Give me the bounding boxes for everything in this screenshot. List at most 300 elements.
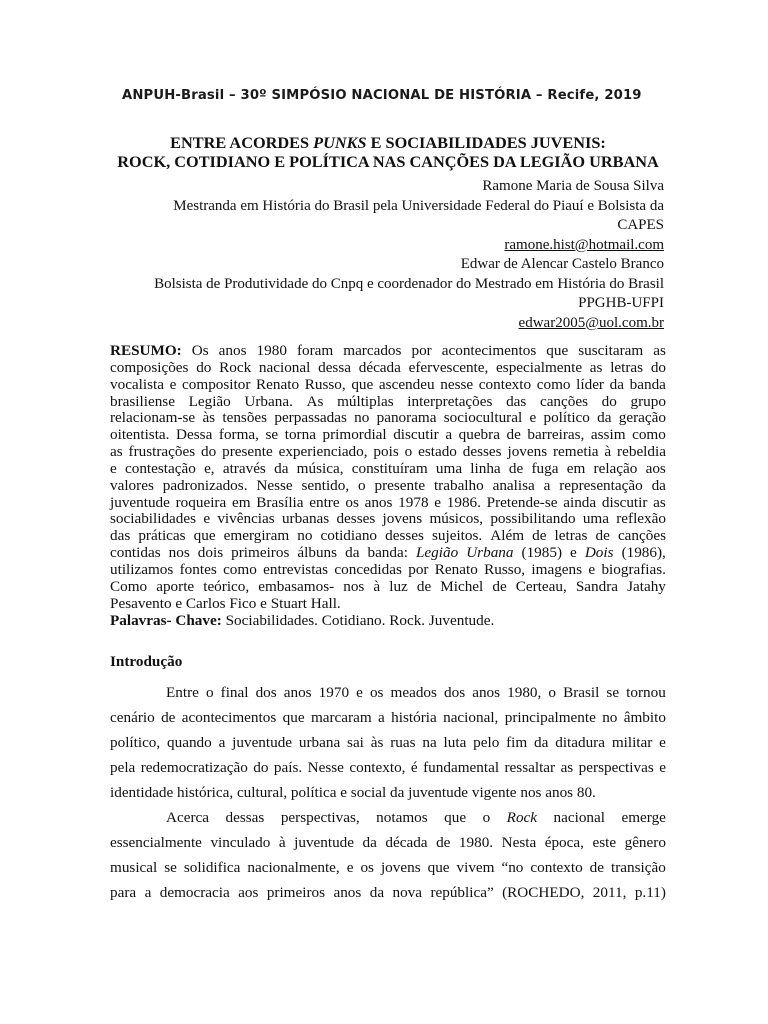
word — [459, 427, 500, 444]
author-line: Mestranda em História do Brasil pela Universidade Federal do Piauí e Bolsista da — [173, 197, 664, 214]
word — [570, 545, 577, 562]
word: do — [201, 443, 217, 461]
word: o — [358, 476, 366, 494]
word: uma — [435, 459, 463, 477]
word: roqueira — [175, 493, 227, 511]
word: letras — [610, 358, 644, 376]
word — [307, 394, 324, 411]
word: ascendeu — [378, 375, 435, 393]
word — [267, 880, 325, 905]
word — [659, 730, 666, 755]
word: à — [373, 577, 381, 595]
word: embasamos- — [258, 577, 335, 595]
word: nova — [392, 884, 423, 901]
text-line — [110, 495, 666, 512]
word: RESUMO: — [110, 342, 182, 359]
word: líder — [576, 375, 604, 393]
conference-header: ANPUH-Brasil – 30º SIMPÓSIO NACIONAL DE HISTÓRIA – Recife, 2019 — [122, 88, 642, 103]
word — [318, 360, 351, 377]
word — [505, 705, 596, 730]
word: contexto — [478, 375, 532, 393]
text-line — [110, 545, 666, 562]
word: vinculado — [210, 834, 271, 851]
introduction-body — [110, 680, 666, 905]
word — [203, 579, 249, 596]
word — [170, 377, 177, 394]
word: tornou — [626, 684, 666, 701]
word — [548, 680, 556, 705]
word: para — [110, 884, 137, 901]
author-line: Edwar de Alencar Castelo Branco — [460, 256, 664, 272]
word: uma — [582, 510, 609, 528]
word: se — [164, 859, 177, 876]
text-line — [110, 562, 666, 579]
word: de — [416, 577, 432, 595]
word — [166, 805, 209, 830]
word — [222, 444, 273, 461]
word — [442, 343, 536, 360]
word: de — [508, 459, 524, 477]
word — [371, 730, 384, 755]
word: que — [444, 809, 467, 826]
text-line — [110, 705, 666, 730]
word — [238, 880, 258, 905]
word — [323, 427, 387, 444]
word: jovens — [382, 510, 423, 528]
word — [110, 830, 202, 855]
word: anos — [364, 493, 393, 511]
word — [563, 495, 596, 512]
word: Legião — [415, 544, 459, 562]
word — [436, 461, 462, 478]
word: luta — [443, 734, 467, 751]
word: reflexão — [616, 510, 666, 528]
word — [359, 360, 401, 377]
word — [198, 545, 223, 562]
word — [617, 444, 666, 461]
word: Nesse — [307, 759, 344, 776]
word — [354, 410, 369, 427]
text-segment: E SOCIABILIDADES JUVENIS: — [366, 133, 606, 152]
paper-title — [100, 133, 676, 171]
word: no — [602, 709, 618, 726]
word: nos — [343, 577, 365, 595]
word — [418, 444, 457, 461]
word — [502, 880, 584, 905]
word — [110, 755, 135, 780]
word — [110, 461, 117, 478]
word: Certeau, — [515, 577, 567, 595]
word: vivem — [456, 859, 495, 876]
word — [435, 562, 478, 579]
word — [543, 410, 589, 427]
word — [367, 545, 407, 562]
word — [182, 705, 276, 730]
word — [337, 394, 394, 411]
word: de — [161, 709, 176, 726]
word — [347, 730, 364, 755]
word — [428, 855, 450, 880]
section-heading-introduction: Introdução — [110, 653, 183, 670]
word — [358, 478, 366, 495]
word — [283, 705, 305, 730]
word — [259, 360, 310, 377]
word: Urbana — [466, 544, 514, 562]
word — [583, 511, 609, 528]
word: notamos — [376, 809, 428, 826]
word — [576, 579, 618, 596]
word: Os — [191, 342, 209, 359]
word — [590, 360, 603, 377]
word — [610, 377, 624, 394]
word: e — [659, 759, 666, 776]
author-email-link[interactable]: ramone.hist@hotmail.com — [504, 236, 664, 253]
word: Sandra — [575, 577, 619, 595]
word — [226, 805, 265, 830]
text-line — [110, 579, 666, 596]
word: fundamental — [423, 759, 500, 776]
word — [516, 579, 567, 596]
word: Dessa — [176, 426, 213, 444]
word: os — [360, 859, 374, 876]
word: de — [589, 859, 605, 876]
word: como — [536, 375, 571, 393]
word — [531, 461, 558, 478]
word — [592, 830, 616, 855]
word — [602, 394, 617, 411]
word — [232, 730, 292, 755]
text-line — [110, 343, 666, 360]
word — [602, 705, 617, 730]
word — [129, 444, 196, 461]
word: da — [651, 476, 666, 494]
word — [496, 360, 582, 377]
word — [163, 478, 248, 495]
word: Jatahy — [627, 577, 666, 595]
word: sai — [347, 734, 364, 751]
word: a — [445, 426, 453, 444]
word: 2011, — [592, 884, 627, 901]
word: os — [369, 684, 384, 701]
text-line — [110, 880, 666, 905]
word: primordial — [322, 426, 387, 444]
author-line: Bolsista de Produtividade do Cnpq e coordenador do Mestrado em História do Brasil — [154, 275, 664, 292]
word — [576, 377, 604, 394]
word — [601, 562, 666, 579]
word: da — [597, 409, 612, 427]
word: nesse — [440, 375, 474, 393]
word: Brasil — [563, 684, 600, 701]
word: que — [546, 342, 569, 359]
word: perpassadas — [274, 409, 347, 427]
word: experienciado, — [278, 443, 368, 461]
word: banda — [629, 375, 666, 393]
word: final — [220, 684, 249, 701]
word: primeiros — [231, 544, 290, 562]
word — [391, 680, 437, 705]
text-line — [110, 596, 666, 613]
word — [110, 410, 195, 427]
word — [253, 755, 268, 780]
word — [507, 427, 521, 444]
word: constituíram — [351, 459, 428, 477]
word: múltiplas — [337, 392, 394, 410]
word — [392, 880, 422, 905]
word — [164, 855, 177, 880]
word — [444, 680, 465, 705]
word: o — [482, 809, 491, 826]
word: 1970 — [318, 684, 350, 701]
word: ainda — [563, 493, 597, 511]
word — [110, 855, 157, 880]
word: Entre — [166, 684, 199, 701]
word — [509, 461, 523, 478]
word — [247, 855, 339, 880]
word: desses — [336, 510, 376, 528]
word: relacionam-se — [110, 409, 196, 427]
word — [659, 755, 666, 780]
word — [274, 410, 347, 427]
word: urbana — [298, 734, 341, 751]
word: aporte — [156, 577, 195, 595]
word: nacionalmente, — [247, 859, 340, 876]
word — [546, 343, 568, 360]
word: a — [218, 734, 226, 751]
text-line — [110, 360, 666, 377]
author-block — [154, 177, 664, 333]
word — [244, 394, 293, 411]
word: dos — [444, 684, 466, 701]
word: quebra — [458, 426, 500, 444]
word — [385, 830, 427, 855]
word: acontecimentos — [441, 342, 537, 359]
word — [653, 495, 666, 512]
word: grupo — [630, 392, 666, 410]
word: dois — [197, 544, 224, 562]
word: gênero — [624, 834, 666, 851]
word: e — [659, 734, 666, 751]
word: marcaram — [310, 709, 372, 726]
word — [274, 755, 302, 780]
word: representação — [559, 476, 643, 494]
word — [411, 343, 431, 360]
word — [110, 880, 136, 905]
word — [110, 444, 123, 461]
word: canções — [539, 392, 589, 410]
word: década — [385, 834, 428, 851]
word: sentido, — [301, 476, 350, 494]
word: vivências — [217, 510, 275, 528]
word — [219, 730, 226, 755]
word — [110, 545, 161, 562]
word — [507, 444, 547, 461]
word — [624, 705, 666, 730]
word: marcados — [343, 342, 402, 359]
word — [219, 343, 247, 360]
word — [343, 579, 364, 596]
word — [597, 410, 611, 427]
word: como — [223, 560, 257, 578]
word — [423, 755, 499, 780]
word: militar — [611, 734, 653, 751]
word: de — [595, 527, 610, 545]
word — [544, 478, 551, 495]
word: estado — [418, 443, 457, 461]
word: nacional — [553, 809, 605, 826]
word: emerge — [621, 809, 666, 826]
word — [176, 427, 212, 444]
word: presente — [222, 443, 273, 461]
word — [138, 528, 185, 545]
word — [256, 377, 299, 394]
word: trabalho — [433, 476, 484, 494]
word — [377, 410, 437, 427]
word: forma, — [218, 426, 259, 444]
word — [201, 444, 216, 461]
word: e — [529, 409, 537, 427]
text-line — [110, 461, 666, 478]
word: 1980. — [458, 834, 494, 851]
word: por — [411, 342, 432, 359]
word — [189, 394, 231, 411]
word — [578, 343, 643, 360]
word: principalmente — [504, 709, 596, 726]
word: em — [566, 459, 586, 477]
word — [221, 680, 249, 705]
word: Rock — [219, 358, 252, 376]
word: sociabilidades — [110, 510, 197, 528]
word: no — [297, 527, 313, 545]
word: torna — [284, 426, 316, 444]
word: solidifica — [183, 859, 241, 876]
word — [356, 680, 363, 705]
word — [646, 461, 666, 478]
title-line-2 — [100, 152, 676, 171]
word: meados — [390, 684, 437, 701]
text-line — [110, 394, 666, 411]
word — [593, 880, 627, 905]
word: primeiros — [266, 884, 326, 901]
word — [619, 410, 666, 427]
word — [210, 830, 270, 855]
word — [256, 495, 303, 512]
text-line — [110, 830, 666, 855]
word — [408, 562, 428, 579]
word: o — [404, 443, 413, 461]
word — [429, 511, 483, 528]
word — [352, 461, 428, 478]
word: fim — [506, 734, 528, 751]
word — [110, 394, 175, 411]
word: do — [196, 358, 212, 376]
text-line — [110, 680, 666, 705]
word: música, — [296, 459, 344, 477]
word: Russo, — [304, 375, 346, 393]
word: nacional — [258, 358, 311, 376]
word — [167, 730, 212, 755]
word: da — [362, 834, 377, 851]
word: jovens — [380, 859, 421, 876]
word — [434, 478, 484, 495]
word — [184, 855, 241, 880]
word — [110, 343, 182, 360]
word — [379, 377, 435, 394]
word: relação — [593, 459, 638, 477]
word: anos — [218, 342, 247, 359]
word: e — [434, 493, 442, 511]
word — [653, 343, 666, 360]
word — [194, 528, 216, 545]
word — [383, 511, 423, 528]
word — [559, 478, 642, 495]
word — [540, 394, 588, 411]
word — [333, 880, 361, 905]
word — [473, 730, 499, 755]
word — [447, 495, 481, 512]
word: analisa — [492, 476, 535, 494]
word — [470, 461, 500, 478]
word: letras — [554, 527, 588, 545]
word: 1978 — [398, 493, 429, 511]
word: musical — [110, 859, 158, 876]
word — [297, 545, 337, 562]
word: Além — [490, 527, 525, 545]
word: perspectivas — [578, 759, 654, 776]
word — [409, 360, 489, 377]
word: contestação — [124, 459, 196, 477]
word — [334, 562, 401, 579]
word: desses — [385, 527, 424, 545]
word — [590, 855, 604, 880]
word — [434, 495, 441, 512]
word — [176, 495, 227, 512]
word: através — [222, 459, 266, 477]
word: as — [560, 759, 574, 776]
word — [156, 579, 194, 596]
author-line: Ramone Maria de Sousa Silva — [482, 178, 664, 194]
author-email-link[interactable]: edwar2005@uol.com.br — [518, 314, 664, 331]
word: as — [110, 443, 123, 461]
word: país. — [273, 759, 303, 776]
word — [284, 680, 312, 705]
word: de — [506, 426, 521, 444]
word — [493, 478, 535, 495]
word: biografias. — [601, 560, 666, 578]
word — [630, 394, 665, 411]
word: de — [532, 527, 547, 545]
word: linha — [470, 459, 501, 477]
word: na — [422, 734, 437, 751]
word — [611, 855, 666, 880]
word — [563, 680, 599, 705]
word — [232, 495, 251, 512]
abstract — [110, 343, 666, 629]
word: 1980 — [256, 342, 287, 359]
word: se — [606, 684, 620, 701]
word — [618, 528, 666, 545]
word — [281, 805, 360, 830]
word: do — [253, 759, 269, 776]
word — [257, 343, 287, 360]
word — [390, 730, 415, 755]
word — [302, 478, 350, 495]
word: as — [589, 358, 603, 376]
word: da — [274, 459, 289, 477]
word — [374, 478, 425, 495]
word: entre — [309, 493, 340, 511]
word: entrevistas — [263, 560, 329, 578]
text-segment: ROCK, COTIDIANO E POLÍTICA NAS CANÇÕES DA LEGIÃO URBANA — [117, 152, 659, 171]
